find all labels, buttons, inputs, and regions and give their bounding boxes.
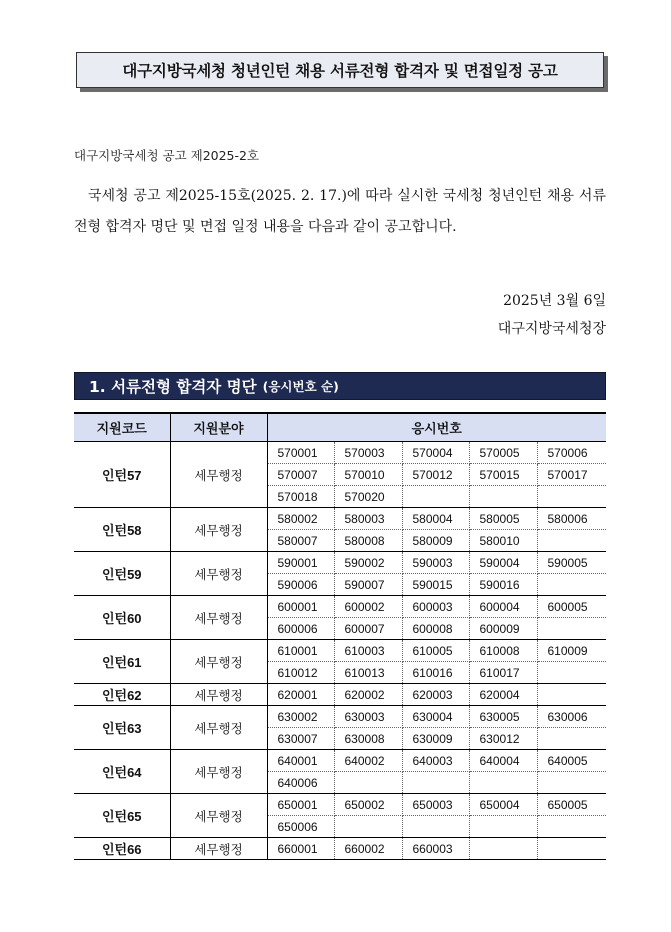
applicant-number: 640003 [402,750,469,772]
group-field: 세무행정 [170,596,267,640]
applicant-number: 580009 [402,530,469,552]
group-code: 인턴60 [74,596,170,640]
group-code: 인턴59 [74,552,170,596]
table-row [74,838,606,860]
applicant-number: 570015 [469,464,537,486]
applicant-number: 570012 [402,464,469,486]
group-code: 인턴65 [74,794,170,838]
applicant-number: 570010 [334,464,402,486]
applicant-number: 630003 [334,706,402,728]
applicant-number: 610012 [267,662,334,684]
applicant-number: 610001 [267,640,334,662]
applicant-number: 600001 [267,596,334,618]
applicant-number [469,772,537,794]
applicant-number: 600009 [469,618,537,640]
applicant-number [469,486,537,508]
applicant-number: 660003 [402,838,469,860]
group-field: 세무행정 [170,706,267,750]
group-field: 세무행정 [170,838,267,860]
applicant-number: 570001 [267,442,334,464]
applicant-number [537,486,606,508]
notice-issuer: 대구지방국세청장 [497,321,606,337]
applicant-number [402,486,469,508]
applicant-number: 630006 [537,706,606,728]
applicant-number: 580005 [469,508,537,530]
applicant-number: 630009 [402,728,469,750]
group-code: 인턴58 [74,508,170,552]
applicant-number: 590002 [334,552,402,574]
applicant-number: 620004 [469,684,537,706]
group-field: 세무행정 [170,442,267,508]
group-field: 세무행정 [170,794,267,838]
applicant-number: 630004 [402,706,469,728]
applicant-number: 590007 [334,574,402,596]
group-field: 세무행정 [170,750,267,794]
applicant-number: 590015 [402,574,469,596]
applicant-number: 640001 [267,750,334,772]
applicant-number: 600008 [402,618,469,640]
applicant-number [537,684,606,706]
applicant-number: 630002 [267,706,334,728]
applicant-number [537,574,606,596]
applicant-number: 610016 [402,662,469,684]
applicant-number: 630008 [334,728,402,750]
applicant-number: 640006 [267,772,334,794]
applicant-number [537,618,606,640]
group-code: 인턴57 [74,442,170,508]
applicant-number [537,662,606,684]
table-row [74,794,606,816]
applicant-number: 630007 [267,728,334,750]
applicant-number [537,838,606,860]
applicant-number: 630005 [469,706,537,728]
applicant-number: 610008 [469,640,537,662]
applicant-number [402,816,469,838]
applicant-number: 580003 [334,508,402,530]
notice-title: 대구지방국세청 청년인턴 채용 서류전형 합격자 및 면접일정 공고 [76,52,604,88]
applicant-number: 600005 [537,596,606,618]
table-row [74,684,606,706]
applicant-number: 650005 [537,794,606,816]
applicant-number: 590003 [402,552,469,574]
header-code: 지원코드 [74,413,170,442]
applicant-number: 620003 [402,684,469,706]
applicant-number: 600003 [402,596,469,618]
group-code: 인턴66 [74,838,170,860]
applicant-table [74,412,606,860]
table-row [74,706,606,728]
applicant-number: 610003 [334,640,402,662]
table-row [74,442,606,464]
applicant-number: 630012 [469,728,537,750]
applicant-number: 640004 [469,750,537,772]
applicant-number: 570006 [537,442,606,464]
applicant-number: 610013 [334,662,402,684]
applicant-number [334,816,402,838]
group-code: 인턴62 [74,684,170,706]
applicant-number: 600002 [334,596,402,618]
applicant-number [537,728,606,750]
group-field: 세무행정 [170,508,267,552]
section-note: (응시번호 순) [262,379,339,394]
applicant-number: 650003 [402,794,469,816]
applicant-number [537,772,606,794]
table-row [74,508,606,530]
table-header-row [74,413,606,442]
applicant-number: 650004 [469,794,537,816]
applicant-number: 650001 [267,794,334,816]
applicant-number: 580002 [267,508,334,530]
applicant-number: 570018 [267,486,334,508]
applicant-number: 660001 [267,838,334,860]
applicant-number: 640002 [334,750,402,772]
group-code: 인턴63 [74,706,170,750]
applicant-number: 610009 [537,640,606,662]
applicant-number: 570007 [267,464,334,486]
applicant-number: 590016 [469,574,537,596]
section-title: 1. 서류전형 합격자 명단 [89,378,257,396]
applicant-number: 590006 [267,574,334,596]
group-field: 세무행정 [170,640,267,684]
notice-number: 대구지방국세청 공고 제2025-2호 [74,148,260,163]
section-header [74,372,606,400]
applicant-number: 580006 [537,508,606,530]
applicant-number: 570004 [402,442,469,464]
applicant-number: 570005 [469,442,537,464]
table-row [74,750,606,772]
applicant-number: 580007 [267,530,334,552]
table-row [74,596,606,618]
header-numbers: 응시번호 [267,413,606,442]
applicant-number [537,530,606,552]
applicant-number: 590001 [267,552,334,574]
applicant-number [469,838,537,860]
notice-date: 2025년 3월 6일 [503,293,606,309]
table-row [74,552,606,574]
applicant-number: 600004 [469,596,537,618]
applicant-number: 610005 [402,640,469,662]
group-field: 세무행정 [170,684,267,706]
applicant-number: 580010 [469,530,537,552]
applicant-number: 580004 [402,508,469,530]
group-code: 인턴64 [74,750,170,794]
applicant-number: 600007 [334,618,402,640]
notice-body: 국세청 공고 제2025-15호(2025. 2. 17.)에 따라 실시한 국세청 청년인턴 채용 서류전형 합격자 명단 및 면접 일정 내용을 다음과 같이 공고합니다. [74,188,606,235]
group-code: 인턴61 [74,640,170,684]
applicant-number: 650002 [334,794,402,816]
applicant-number: 600006 [267,618,334,640]
applicant-number: 610017 [469,662,537,684]
applicant-number: 570003 [334,442,402,464]
table-row [74,640,606,662]
applicant-number: 650006 [267,816,334,838]
applicant-number: 570020 [334,486,402,508]
applicant-number: 660002 [334,838,402,860]
applicant-number: 620002 [334,684,402,706]
group-field: 세무행정 [170,552,267,596]
applicant-number [537,816,606,838]
applicant-number: 580008 [334,530,402,552]
applicant-number [469,816,537,838]
applicant-number: 590004 [469,552,537,574]
applicant-number: 640005 [537,750,606,772]
applicant-number [334,772,402,794]
header-field: 지원분야 [170,413,267,442]
applicant-number: 620001 [267,684,334,706]
applicant-number: 570017 [537,464,606,486]
applicant-number: 590005 [537,552,606,574]
applicant-number [402,772,469,794]
